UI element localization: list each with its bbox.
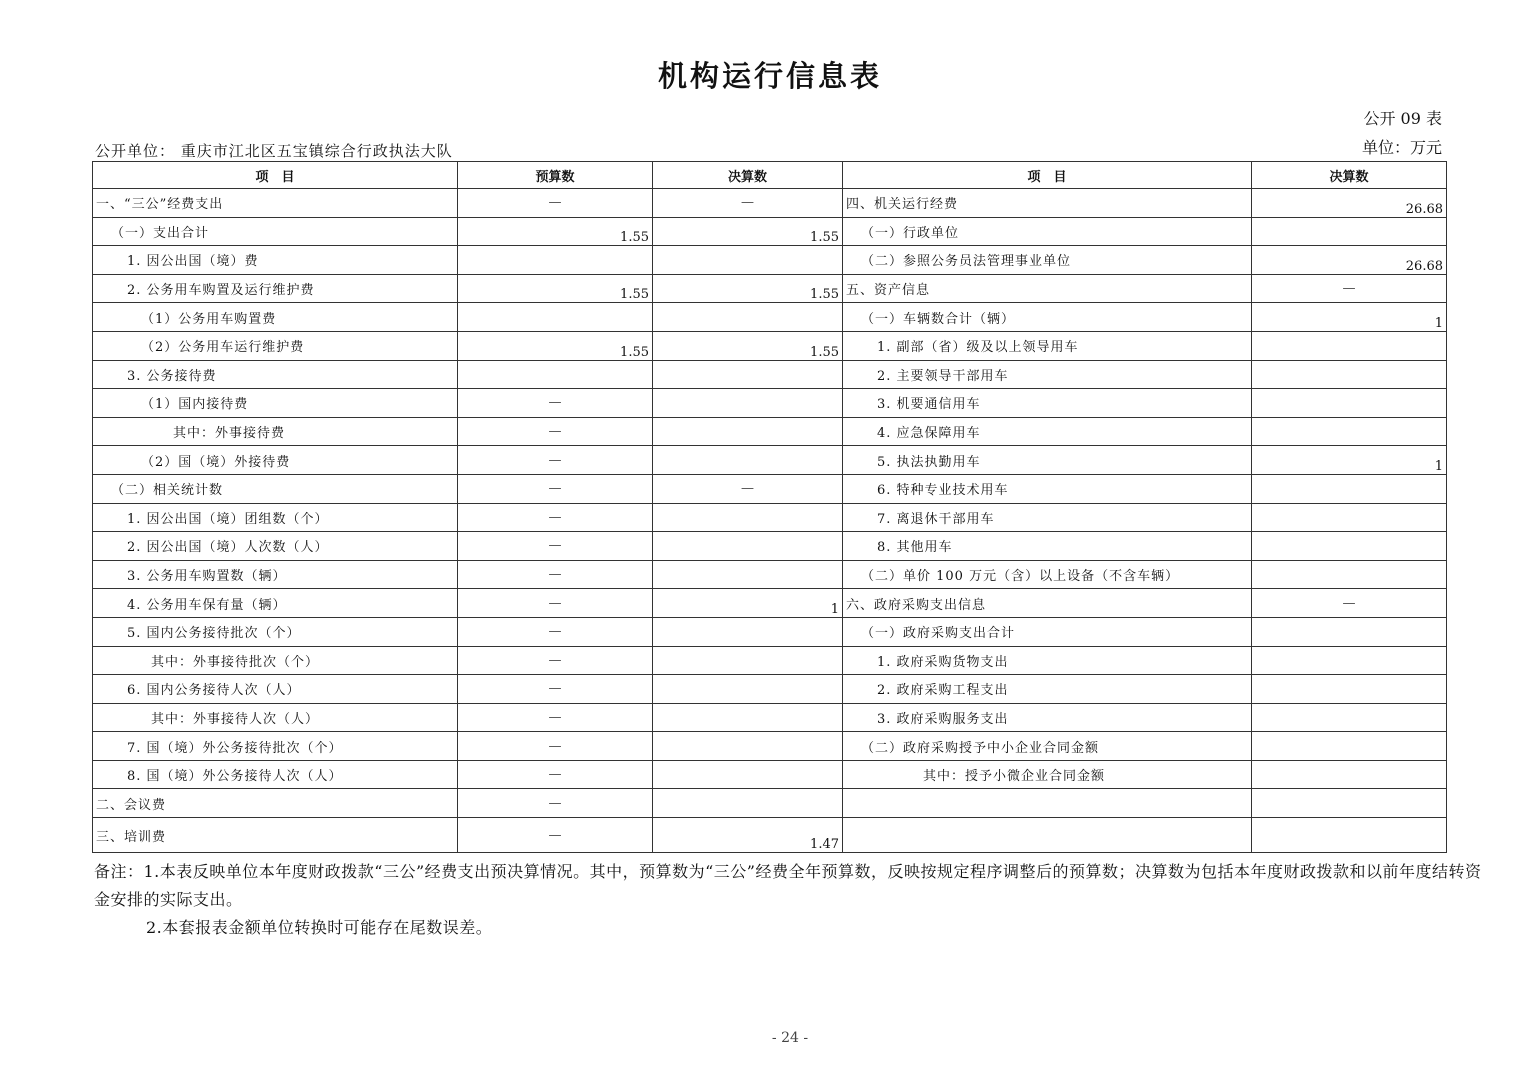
final-cell-right: 26.68 [1252, 246, 1447, 275]
final-cell-right [1252, 789, 1447, 818]
right-item-cell: 4. 应急保障用车 [843, 417, 1252, 446]
budget-cell: — [458, 617, 653, 646]
final-cell-right [1252, 675, 1447, 704]
budget-cell: 1.55 [458, 217, 653, 246]
final-cell-left [653, 732, 843, 761]
org-label: 公开单位： 重庆市江北区五宝镇综合行政执法大队 [95, 142, 453, 160]
left-item-cell: （一）支出合计 [93, 217, 458, 246]
table-row [93, 532, 1447, 561]
right-item-cell: 6. 特种专业技术用车 [843, 474, 1252, 503]
budget-cell [458, 303, 653, 332]
budget-cell: — [458, 589, 653, 618]
right-item-cell: 8. 其他用车 [843, 532, 1252, 561]
final-cell-right [1252, 217, 1447, 246]
left-item-cell: 二、会议费 [93, 789, 458, 818]
unit-label: 单位：万元 [1361, 138, 1442, 157]
final-cell-left: — [653, 474, 843, 503]
left-item-cell: 8. 国（境）外公务接待人次（人） [93, 760, 458, 789]
left-item-cell: 5. 国内公务接待批次（个） [93, 617, 458, 646]
right-item-cell: （一）行政单位 [843, 217, 1252, 246]
budget-cell: — [458, 189, 653, 218]
final-cell-right: 26.68 [1252, 189, 1447, 218]
right-item-cell: （二）单价 100 万元（含）以上设备（不含车辆） [843, 560, 1252, 589]
final-cell-left [653, 789, 843, 818]
table-row [93, 703, 1447, 732]
table-row [93, 760, 1447, 789]
table-row [93, 189, 1447, 218]
right-item-cell: 7. 离退休干部用车 [843, 503, 1252, 532]
table-row [93, 446, 1447, 475]
left-item-cell: （2）公务用车运行维护费 [93, 331, 458, 360]
table-row [93, 675, 1447, 704]
final-cell-left [653, 389, 843, 418]
table-row [93, 732, 1447, 761]
right-item-cell [843, 818, 1252, 853]
budget-cell [458, 246, 653, 275]
final-cell-right [1252, 760, 1447, 789]
budget-cell: — [458, 675, 653, 704]
final-cell-right [1252, 503, 1447, 532]
table-row [93, 274, 1447, 303]
info-table [92, 161, 1447, 853]
table-row [93, 389, 1447, 418]
final-cell-left: 1.55 [653, 217, 843, 246]
left-item-cell: 2. 公务用车购置及运行维护费 [93, 274, 458, 303]
final-cell-right [1252, 474, 1447, 503]
budget-cell: 1.55 [458, 331, 653, 360]
right-item-cell: 五、资产信息 [843, 274, 1252, 303]
table-row [93, 589, 1447, 618]
budget-cell: — [458, 446, 653, 475]
left-item-cell: 4. 公务用车保有量（辆） [93, 589, 458, 618]
right-item-cell: 3. 政府采购服务支出 [843, 703, 1252, 732]
right-item-cell: 四、机关运行经费 [843, 189, 1252, 218]
budget-cell: — [458, 760, 653, 789]
budget-cell: — [458, 474, 653, 503]
table-row [93, 303, 1447, 332]
budget-cell: — [458, 560, 653, 589]
left-item-cell: （1）国内接待费 [93, 389, 458, 418]
final-cell-left [653, 503, 843, 532]
right-item-cell: 5. 执法执勤用车 [843, 446, 1252, 475]
left-item-cell: 6. 国内公务接待人次（人） [93, 675, 458, 704]
budget-cell: — [458, 389, 653, 418]
left-item-cell: 1. 因公出国（境）团组数（个） [93, 503, 458, 532]
final-cell-right [1252, 617, 1447, 646]
table-code: 公开 09 表 [1363, 109, 1442, 128]
page-title: 机构运行信息表 [657, 59, 882, 93]
final-cell-right [1252, 646, 1447, 675]
final-cell-left [653, 703, 843, 732]
right-item-cell: 六、政府采购支出信息 [843, 589, 1252, 618]
table-row [93, 818, 1447, 853]
final-cell-right [1252, 417, 1447, 446]
final-cell-left: 1.55 [653, 274, 843, 303]
table-row [93, 360, 1447, 389]
notes [94, 858, 1484, 942]
budget-cell: — [458, 646, 653, 675]
final-cell-right [1252, 818, 1447, 853]
final-cell-left [653, 760, 843, 789]
final-cell-left: 1.55 [653, 331, 843, 360]
final-cell-right [1252, 560, 1447, 589]
left-item-cell: （2）国（境）外接待费 [93, 446, 458, 475]
budget-cell: 1.55 [458, 274, 653, 303]
table-row [93, 474, 1447, 503]
left-item-cell: 其中：外事接待人次（人） [93, 703, 458, 732]
budget-cell: — [458, 789, 653, 818]
final-cell-left [653, 303, 843, 332]
table-row [93, 789, 1447, 818]
final-cell-left [653, 646, 843, 675]
left-item-cell: 3. 公务用车购置数（辆） [93, 560, 458, 589]
table-row [93, 617, 1447, 646]
final-cell-right [1252, 331, 1447, 360]
table-row [93, 246, 1447, 275]
right-item-cell: （二）参照公务员法管理事业单位 [843, 246, 1252, 275]
note-1: 备注：1.本表反映单位本年度财政拨款“三公”经费支出预决算情况。其中，预算数为“三公”经费全年预算数，反映按规定程序调整后的预算数；决算数为包括本年度财政拨款和以前年度结转资金安排的实际支出。 [94, 862, 1482, 909]
right-item-cell: 2. 政府采购工程支出 [843, 675, 1252, 704]
final-cell-left [653, 360, 843, 389]
final-cell-left [653, 560, 843, 589]
right-item-cell: 1. 副部（省）级及以上领导用车 [843, 331, 1252, 360]
page-number: - 24 - [771, 1030, 809, 1046]
final-cell-left [653, 246, 843, 275]
header-item-right: 项 目 [843, 162, 1252, 189]
budget-cell: — [458, 417, 653, 446]
left-item-cell: （1）公务用车购置费 [93, 303, 458, 332]
left-item-cell: 2. 因公出国（境）人次数（人） [93, 532, 458, 561]
final-cell-right: 1 [1252, 446, 1447, 475]
right-item-cell: （二）政府采购授予中小企业合同金额 [843, 732, 1252, 761]
budget-cell: — [458, 503, 653, 532]
left-item-cell: 7. 国（境）外公务接待批次（个） [93, 732, 458, 761]
final-cell-right: 1 [1252, 303, 1447, 332]
final-cell-left [653, 417, 843, 446]
header-final-left: 决算数 [653, 162, 843, 189]
budget-cell: — [458, 703, 653, 732]
header-row [93, 162, 1447, 189]
right-item-cell [843, 789, 1252, 818]
budget-cell: — [458, 818, 653, 853]
table-row [93, 560, 1447, 589]
final-cell-left [653, 446, 843, 475]
left-item-cell: 1. 因公出国（境）费 [93, 246, 458, 275]
final-cell-right: — [1252, 589, 1447, 618]
left-item-cell: 三、培训费 [93, 818, 458, 853]
final-cell-right [1252, 360, 1447, 389]
left-item-cell: 其中：外事接待批次（个） [93, 646, 458, 675]
final-cell-left: — [653, 189, 843, 218]
final-cell-left [653, 617, 843, 646]
table-row [93, 503, 1447, 532]
header-final-right: 决算数 [1252, 162, 1447, 189]
left-item-cell: 其中：外事接待费 [93, 417, 458, 446]
left-item-cell: （二）相关统计数 [93, 474, 458, 503]
note-2: 2.本套报表金额单位转换时可能存在尾数误差。 [146, 918, 493, 937]
right-item-cell: （一）政府采购支出合计 [843, 617, 1252, 646]
final-cell-left [653, 532, 843, 561]
header-budget: 预算数 [458, 162, 653, 189]
budget-cell: — [458, 532, 653, 561]
header-item-left: 项 目 [93, 162, 458, 189]
table-row [93, 217, 1447, 246]
final-cell-left: 1.47 [653, 818, 843, 853]
left-item-cell: 3. 公务接待费 [93, 360, 458, 389]
table-row [93, 331, 1447, 360]
right-item-cell: 2. 主要领导干部用车 [843, 360, 1252, 389]
budget-cell [458, 360, 653, 389]
final-cell-right [1252, 389, 1447, 418]
right-item-cell: 1. 政府采购货物支出 [843, 646, 1252, 675]
table-row [93, 417, 1447, 446]
left-item-cell: 一、“三公”经费支出 [93, 189, 458, 218]
right-item-cell: （一）车辆数合计（辆） [843, 303, 1252, 332]
right-item-cell: 3. 机要通信用车 [843, 389, 1252, 418]
final-cell-left: 1 [653, 589, 843, 618]
right-item-cell: 其中：授予小微企业合同金额 [843, 760, 1252, 789]
budget-cell: — [458, 732, 653, 761]
table-row [93, 646, 1447, 675]
final-cell-right [1252, 532, 1447, 561]
final-cell-right [1252, 703, 1447, 732]
table-body [93, 189, 1447, 853]
final-cell-left [653, 675, 843, 704]
final-cell-right: — [1252, 274, 1447, 303]
final-cell-right [1252, 732, 1447, 761]
